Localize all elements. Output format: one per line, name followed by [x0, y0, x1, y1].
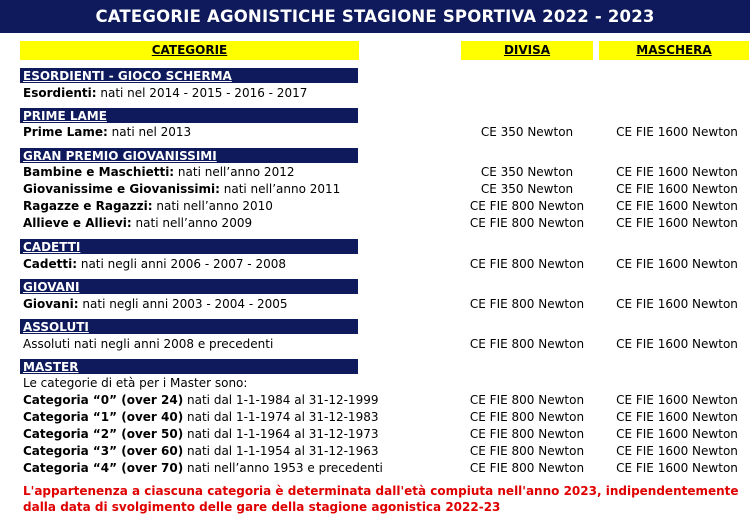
divisa-value: CE FIE 800 Newton [469, 216, 585, 230]
category-label [23, 296, 288, 313]
category-years: nati dal 1-1-1964 al 31-12-1973 [183, 427, 379, 441]
table-row [0, 124, 750, 141]
category-years: nati nell’anno 2012 [174, 165, 295, 179]
section-header-master: MASTER [20, 359, 358, 374]
table-row [0, 443, 750, 460]
column-header-divisa: DIVISA [461, 41, 593, 60]
column-header-maschera: MASCHERA [599, 41, 749, 60]
category-years: nati nel 2014 - 2015 - 2016 - 2017 [96, 86, 308, 100]
category-years: nati negli anni 2006 - 2007 - 2008 [77, 257, 286, 271]
category-label [23, 409, 378, 426]
maschera-value: CE FIE 1600 Newton [616, 337, 738, 351]
table-row [0, 460, 750, 477]
section-header-esordienti: ESORDIENTI - GIOCO SCHERMA [20, 68, 358, 83]
category-years: nati nell’anno 2009 [131, 216, 253, 230]
divisa-value: CE FIE 800 Newton [469, 199, 585, 213]
category-label [23, 256, 286, 273]
category-years: nati dal 1-1-1954 al 31-12-1963 [183, 444, 379, 458]
category-years: Le categorie di età per i Master sono: [23, 376, 248, 390]
table-row [0, 296, 750, 313]
category-label [23, 164, 294, 181]
category-label [23, 124, 191, 141]
table-row [0, 256, 750, 273]
section-header-assoluti: ASSOLUTI [20, 319, 358, 334]
table-row [0, 85, 750, 102]
category-label [23, 215, 252, 232]
maschera-value: CE FIE 1600 Newton [616, 444, 738, 458]
page-title: CATEGORIE AGONISTICHE STAGIONE SPORTIVA 2022 - 2023 [0, 0, 750, 33]
category-years: nati negli anni 2003 - 2004 - 2005 [78, 297, 288, 311]
divisa-value: CE 350 Newton [480, 125, 574, 139]
table-row [0, 392, 750, 409]
maschera-value: CE FIE 1600 Newton [616, 165, 738, 179]
maschera-value: CE FIE 1600 Newton [616, 257, 738, 271]
maschera-value: CE FIE 1600 Newton [616, 461, 738, 475]
category-label [23, 198, 273, 215]
section-header-cadetti: CADETTI [20, 239, 358, 254]
table-row [0, 181, 750, 198]
category-name: Categoria “3” (over 60) [23, 444, 184, 458]
divisa-value: CE FIE 800 Newton [469, 337, 585, 351]
category-years: nati nell’anno 2010 [152, 199, 273, 213]
table-row [0, 164, 750, 181]
divisa-value: CE FIE 800 Newton [469, 257, 585, 271]
section-header-prime-lame: PRIME LAME [20, 108, 358, 123]
category-name: Esordienti: [23, 86, 97, 100]
category-years: nati dal 1-1-1984 al 31-12-1999 [183, 393, 379, 407]
divisa-value: CE FIE 800 Newton [469, 410, 585, 424]
category-years: nati nel 2013 [107, 125, 192, 139]
category-years: nati nell’anno 1953 e precedenti [183, 461, 383, 475]
category-name: Cadetti: [23, 257, 78, 271]
footnote: L'appartenenza a ciascuna categoria è determinata dall'età compiuta nell'anno 2023, indipendentemente dalla data di svolgimento delle gare della stagione agonistica 2022-23 [23, 484, 739, 514]
category-years: nati dal 1-1-1974 al 31-12-1983 [183, 410, 379, 424]
maschera-value: CE FIE 1600 Newton [616, 125, 738, 139]
category-label [23, 460, 383, 477]
maschera-value: CE FIE 1600 Newton [616, 199, 738, 213]
category-name: Categoria “1” (over 40) [23, 410, 184, 424]
table-row [0, 426, 750, 443]
category-years: Assoluti nati negli anni 2008 e precedenti [23, 337, 274, 351]
category-name: Categoria “4” (over 70) [23, 461, 184, 475]
divisa-value: CE FIE 800 Newton [469, 297, 585, 311]
divisa-value: CE FIE 800 Newton [469, 444, 585, 458]
maschera-value: CE FIE 1600 Newton [616, 393, 738, 407]
category-name: Prime Lame: [23, 125, 108, 139]
table-row [0, 198, 750, 215]
category-name: Giovani: [23, 297, 79, 311]
table-row [0, 215, 750, 232]
table-row [0, 409, 750, 426]
divisa-value: CE FIE 800 Newton [469, 427, 585, 441]
maschera-value: CE FIE 1600 Newton [616, 297, 738, 311]
table-row [0, 336, 750, 353]
category-name: Categoria “2” (over 50) [23, 427, 184, 441]
category-label [23, 181, 340, 198]
divisa-value: CE FIE 800 Newton [469, 461, 585, 475]
maschera-value: CE FIE 1600 Newton [616, 182, 738, 196]
category-label [23, 392, 378, 409]
category-name: Allieve e Allievi: [23, 216, 132, 230]
category-name: Giovanissime e Giovanissimi: [23, 182, 220, 196]
divisa-value: CE 350 Newton [480, 165, 574, 179]
category-label [23, 375, 247, 392]
section-header-giovani: GIOVANI [20, 279, 358, 294]
category-name: Ragazze e Ragazzi: [23, 199, 153, 213]
section-header-gran-premio: GRAN PREMIO GIOVANISSIMI [20, 148, 358, 163]
category-years: nati nell’anno 2011 [219, 182, 341, 196]
divisa-value: CE FIE 800 Newton [469, 393, 585, 407]
category-label [23, 426, 378, 443]
maschera-value: CE FIE 1600 Newton [616, 427, 738, 441]
category-name: Categoria “0” (over 24) [23, 393, 184, 407]
column-header-categorie: CATEGORIE [20, 41, 359, 60]
divisa-value: CE 350 Newton [480, 182, 574, 196]
category-name: Bambine e Maschietti: [23, 165, 175, 179]
category-label [23, 443, 378, 460]
maschera-value: CE FIE 1600 Newton [616, 216, 738, 230]
table-row [0, 375, 750, 392]
category-label [23, 85, 307, 102]
category-label [23, 336, 273, 353]
maschera-value: CE FIE 1600 Newton [616, 410, 738, 424]
